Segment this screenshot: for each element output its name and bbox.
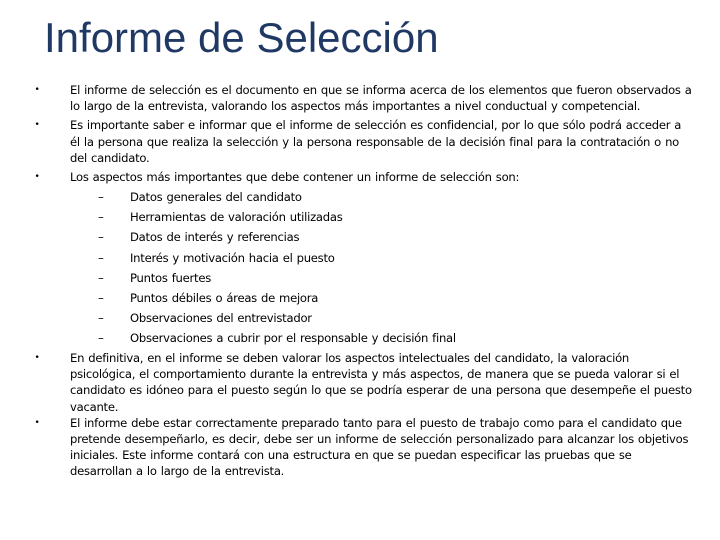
sub-item-text: Observaciones del entrevistador [130,310,312,325]
sub-item-text: Datos generales del candidato [130,190,302,205]
bullet-item [32,117,692,166]
bullet-icon: • [34,353,40,364]
sub-item-text: Herramientas de valoración utilizadas [130,210,343,225]
bullet-text: El informe debe estar correctamente preparado tanto para el puesto de trabajo como para el candidato que pretende desempeñarlo, es decir, debe ser un informe de selección personalizado para alcanzar los objetivos iniciales. Este informe contará con una estructura en que se puedan especificar las pruebas que se desarrollan a lo largo de la entrevista. [70,415,689,479]
sub-item-text: Observaciones a cubrir por el responsable y decisión final [130,330,456,345]
dash-icon: – [98,310,104,325]
bullet-icon: • [34,417,40,428]
sub-list-item [98,209,692,229]
bullet-item [32,169,692,346]
sub-item-text: Interés y motivación hacia el puesto [130,250,335,265]
bullet-icon: • [34,85,40,95]
bullet-text: El informe de selección es el documento en que se informa acerca de los elementos que fueron observados a lo largo de la entrevista, valorando los aspectos más importantes a nivel conductual y competencial. [70,83,692,114]
sub-item-text: Puntos débiles o áreas de mejora [130,290,319,305]
dash-icon: – [98,230,104,245]
sub-list [70,189,692,346]
bullet-item [32,415,692,480]
page-title: Informe de Selección [44,14,439,61]
sub-list-item [98,330,692,346]
content-body [32,82,692,480]
bullet-icon: • [34,172,40,183]
dash-icon: – [98,290,104,305]
sub-item-text: Puntos fuertes [130,270,211,285]
bullet-item [32,82,692,114]
dash-icon: – [98,250,104,265]
bullet-text: Es importante saber e informar que el informe de selección es confidencial, por lo que sólo podrá acceder a él la persona que realiza la selección y la persona responsable de la decisión final para la contratación o no del candidato. [70,118,682,165]
dash-icon: – [98,210,104,225]
dash-icon: – [98,330,104,345]
sub-list-item [98,310,692,330]
dash-icon: – [98,190,104,205]
sub-list-item [98,189,692,209]
sub-list-item [98,270,692,290]
bullet-item [32,350,692,415]
dash-icon: – [98,270,104,285]
bullet-text: Los aspectos más importantes que debe contener un informe de selección son: [70,170,520,185]
bullet-text: En definitiva, en el informe se deben valorar los aspectos intelectuales del candidato, la valoración psicológica, el comportamiento durante la entrevista y más aspectos, de manera que se pueda valorar si el candidato es idóneo para el puesto según lo que se podría esperar de una persona que desempeñe el puesto vacante. [70,351,692,414]
sub-list-item [98,250,692,270]
sub-list-item [98,229,692,249]
bullet-icon: • [34,120,40,131]
sub-list-item [98,290,692,310]
sub-item-text: Datos de interés y referencias [130,230,300,245]
